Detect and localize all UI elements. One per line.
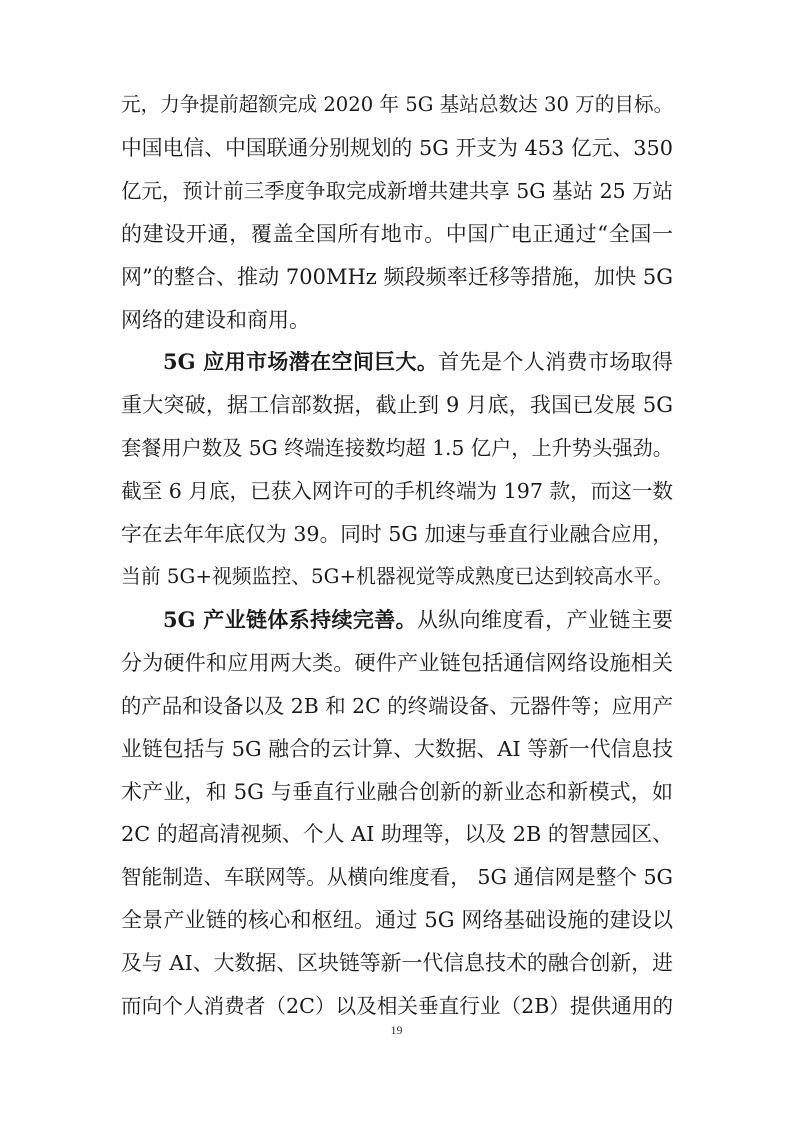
body-text-line: 网络的建设和商用。 — [121, 307, 310, 332]
body-text-line: 元，力争提前超额完成 2020 年 5G 基站总数达 30 万的目标。 — [121, 93, 674, 116]
paragraph-heading: 5G 应用市场潜在空间巨大。 — [163, 349, 439, 375]
body-text-line: 分为硬件和应用两大类。硬件产业链包括通信网络设施相关 — [121, 650, 673, 675]
body-text-line: 套餐用户数及 5G 终端连接数均超 1.5 亿户，上升势头强劲。 — [121, 436, 673, 461]
paragraph-first-line — [163, 344, 673, 380]
paragraph-heading: 5G 产业链体系持续完善。 — [163, 606, 417, 632]
paragraph-text: 从纵向维度看，产业链主要 — [416, 607, 674, 632]
body-text-line: 而向个人消费者（2C）以及相关垂直行业（2B）提供通用的 — [121, 994, 674, 1018]
body-text-line: 及与 AI、大数据、区块链等新一代信息技术的融合创新，进 — [121, 951, 673, 976]
body-text-line: 的建设开通，覆盖全国所有地市。中国广电正通过“全国一 — [121, 221, 673, 246]
body-text-line: 网”的整合、推动 700MHz 频段频率迁移等措施，加快 5G — [121, 264, 673, 289]
body-text-line: 2C 的超高清视频、个人 AI 助理等，以及 2B 的智慧园区、 — [121, 822, 673, 847]
body-text-line: 中国电信、中国联通分别规划的 5G 开支为 453 亿元、350 — [121, 135, 673, 160]
body-text-line: 亿元，预计前三季度争取完成新增共建共享 5G 基站 25 万站 — [121, 178, 673, 203]
body-text-line: 业链包括与 5G 融合的云计算、大数据、AI 等新一代信息技 — [121, 736, 673, 761]
body-text-line: 术产业，和 5G 与垂直行业融合创新的新业态和新模式，如 — [121, 779, 673, 804]
body-text-line: 的产品和设备以及 2B 和 2C 的终端设备、元器件等；应用产 — [121, 693, 673, 718]
body-text-line: 全景产业链的核心和枢纽。通过 5G 网络基础设施的建设以 — [121, 908, 673, 933]
body-text-line: 当前 5G+视频监控、5G+机器视觉等成熟度已达到较高水平。 — [121, 565, 674, 588]
body-text-line: 字在去年年底仅为 39。同时 5G 加速与垂直行业融合应用， — [121, 522, 673, 546]
paragraph-text: 首先是个人消费市场取得 — [438, 350, 673, 375]
body-text-line: 智能制造、车联网等。从横向维度看， 5G 通信网是整个 5G — [121, 865, 673, 890]
paragraph-first-line — [163, 602, 673, 638]
body-text-line: 重大突破，据工信部数据，截止到 9 月底，我国已发展 5G — [121, 393, 673, 418]
page-number: 19 — [390, 1023, 403, 1037]
body-text-line: 截至 6 月底，已获入网许可的手机终端为 197 款，而这一数 — [121, 479, 673, 504]
